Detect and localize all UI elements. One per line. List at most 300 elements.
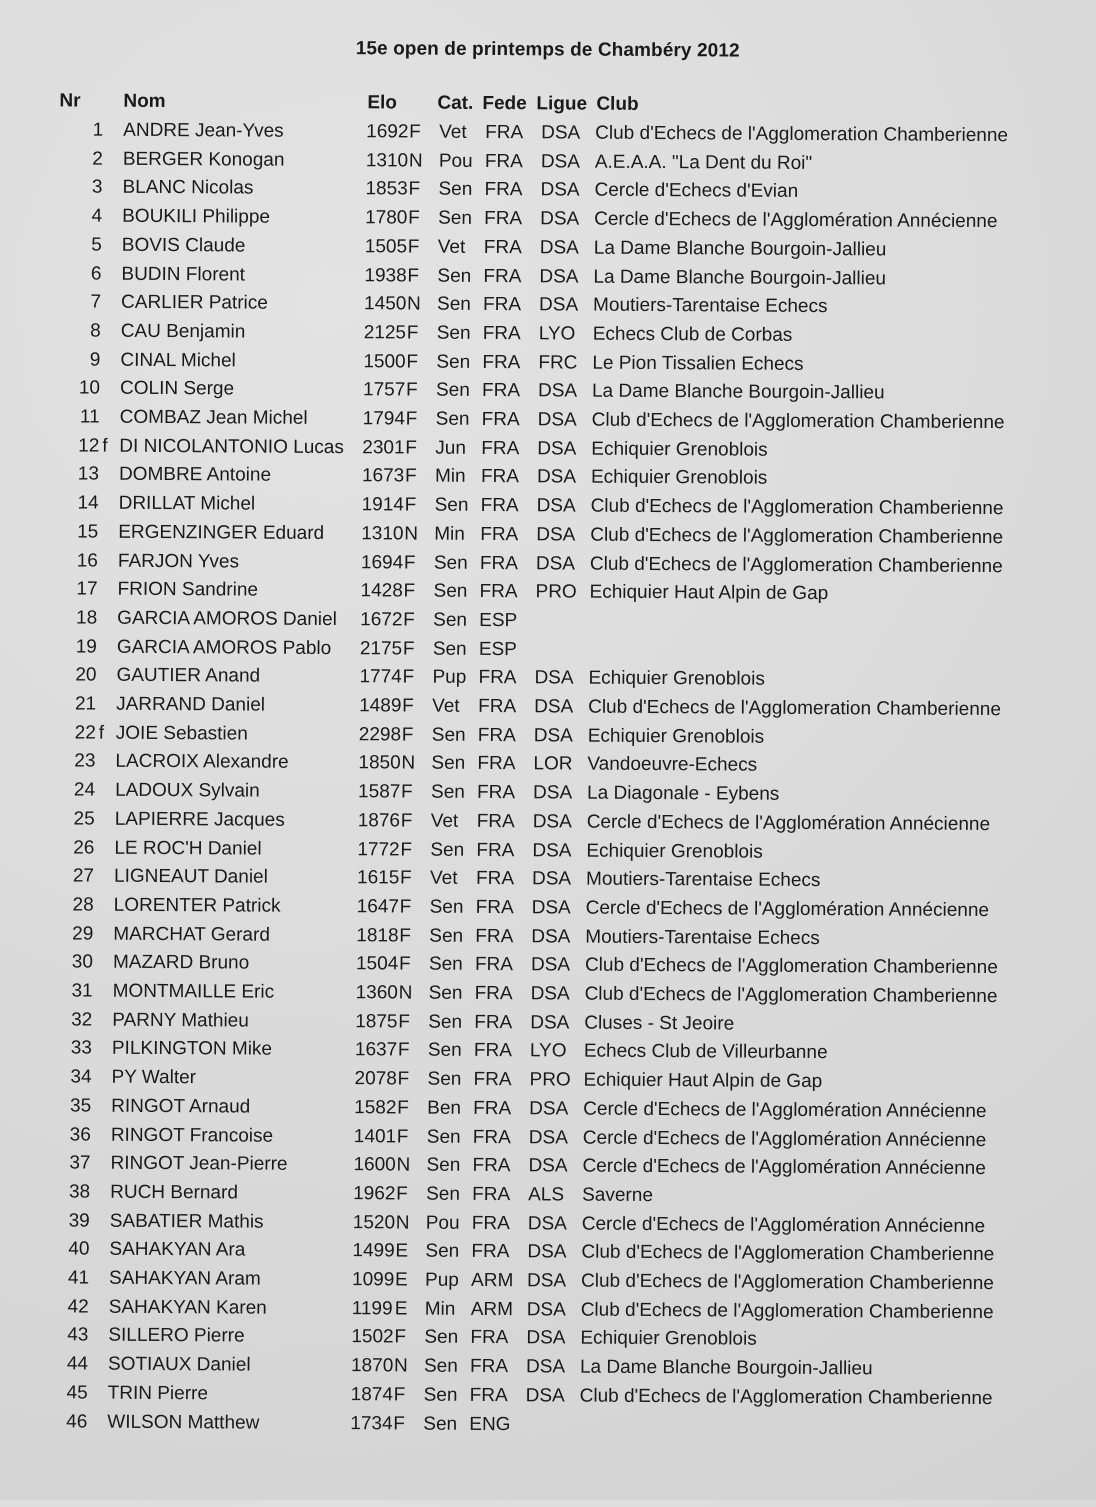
- player-name: LACROIX Alexandre: [115, 751, 289, 774]
- player-name: PY Walter: [111, 1066, 197, 1089]
- player-club: La Dame Blanche Bourgoin-Jallieu: [593, 266, 887, 289]
- table-row: [0, 404, 1092, 437]
- player-league: ALS: [528, 1184, 565, 1206]
- player-club: La Dame Blanche Bourgoin-Jallieu: [593, 237, 887, 261]
- player-nr: 4: [91, 205, 103, 227]
- player-category: Sen: [431, 753, 466, 775]
- player-name: JOIE Sebastien: [115, 722, 248, 745]
- player-name: CAU Benjamin: [120, 320, 246, 343]
- player-nr: 33: [70, 1037, 92, 1059]
- player-nr: 37: [69, 1152, 91, 1174]
- player-league: DSA: [536, 466, 577, 488]
- player-club: Echecs Club de Villeurbanne: [583, 1040, 828, 1064]
- player-nr: 11: [79, 406, 100, 428]
- player-club: Club d'Echecs de l'Agglomeration Chamberienne: [588, 696, 1002, 721]
- table-row: [0, 174, 1095, 207]
- player-name: DOMBRE Antoine: [118, 464, 272, 487]
- player-category: Sen: [427, 1068, 462, 1090]
- player-league: DSA: [527, 1212, 567, 1235]
- player-club: Club d'Echecs de l'Agglomeration Chamberienne: [581, 1270, 994, 1295]
- player-category: Vet: [429, 867, 458, 889]
- table-row: [0, 863, 1086, 896]
- player-club: Saverne: [582, 1184, 653, 1206]
- player-club: Cercle d'Echecs de l'Agglomération Annécienne: [582, 1155, 986, 1180]
- player-league: DSA: [528, 1155, 568, 1177]
- player-category: Sen: [438, 179, 473, 201]
- player-elo: 1587: [358, 781, 401, 803]
- table-row: [0, 1121, 1083, 1154]
- player-club: Club d'Echecs de l'Agglomeration Chamberienne: [581, 1241, 995, 1266]
- player-elo: 1694: [360, 551, 404, 573]
- player-elo: 2175: [359, 637, 403, 660]
- player-league: DSA: [539, 265, 579, 288]
- player-elo-type: N: [396, 1154, 411, 1176]
- table-row: [0, 1035, 1084, 1068]
- player-federation: FRA: [480, 466, 520, 488]
- player-nr: 13: [77, 463, 100, 486]
- player-nr: 3: [91, 176, 103, 199]
- player-club: Cercle d'Echecs de l'Agglomération Annécienne: [583, 1098, 987, 1122]
- player-club: Cercle d'Echecs de l'Agglomération Annécienne: [582, 1127, 987, 1151]
- player-nr: 20: [75, 664, 97, 686]
- player-nr: 32: [71, 1009, 93, 1031]
- player-elo: 1876: [357, 809, 401, 832]
- header-fede: Fede: [482, 92, 527, 115]
- player-elo-type: F: [401, 781, 413, 803]
- player-elo-type: F: [405, 379, 418, 401]
- player-federation: FRA: [477, 753, 516, 775]
- player-name: GAUTIER Anand: [116, 665, 261, 687]
- player-league: LOR: [533, 753, 573, 775]
- table-row: [0, 834, 1086, 867]
- player-federation: FRA: [474, 954, 514, 976]
- player-federation: FRA: [473, 1069, 512, 1091]
- player-elo: 1310: [365, 149, 409, 172]
- player-elo-type: F: [393, 1384, 406, 1406]
- player-elo-type: F: [403, 609, 415, 631]
- player-league: DSA: [532, 811, 572, 833]
- table-row: [0, 461, 1091, 494]
- player-club: Cercle d'Echecs de l'Agglomération Annécienne: [594, 208, 998, 233]
- player-elo: 1853: [365, 178, 408, 200]
- table-row: [0, 433, 1091, 466]
- player-category: Jun: [435, 437, 467, 459]
- player-club: Echiquier Haut Alpin de Gap: [583, 1069, 823, 1093]
- player-elo-type: F: [393, 1412, 405, 1434]
- player-category: Sen: [433, 552, 468, 574]
- player-league: DSA: [531, 868, 572, 890]
- player-league: DSA: [527, 1241, 567, 1263]
- player-elo: 1874: [350, 1383, 394, 1406]
- player-category: Ben: [427, 1097, 462, 1119]
- player-federation: ENG: [469, 1413, 511, 1435]
- player-name: SILLERO Pierre: [108, 1325, 245, 1347]
- player-federation: FRA: [477, 782, 516, 804]
- player-league: FRC: [538, 351, 578, 374]
- player-elo: 1505: [364, 236, 408, 258]
- player-elo-type: N: [408, 150, 423, 172]
- player-federation: FRA: [484, 208, 523, 230]
- header-elo: Elo: [367, 92, 398, 114]
- player-league: DSA: [540, 179, 580, 201]
- table-row: [0, 547, 1090, 580]
- player-nr: 45: [66, 1382, 88, 1404]
- table-row: [0, 519, 1090, 552]
- player-category: Sen: [436, 351, 471, 373]
- player-elo-type: F: [407, 236, 420, 258]
- header-club: Club: [596, 93, 639, 115]
- player-club: Echiquier Grenoblois: [591, 438, 768, 461]
- player-club: Echiquier Grenoblois: [586, 840, 763, 863]
- player-federation: FRA: [470, 1327, 509, 1349]
- player-nr: 34: [70, 1066, 92, 1088]
- player-club: Club d'Echecs de l'Agglomeration Chamberienne: [584, 983, 998, 1008]
- player-nr: 42: [67, 1296, 89, 1318]
- player-federation: FRA: [473, 1040, 512, 1062]
- player-category: Pou: [425, 1212, 460, 1234]
- player-league: DSA: [527, 1270, 567, 1292]
- player-category: Sen: [427, 1040, 462, 1062]
- player-federation: ARM: [470, 1298, 514, 1320]
- player-federation: FRA: [469, 1384, 508, 1406]
- header-nom: Nom: [123, 90, 166, 113]
- player-nr: 46: [66, 1410, 88, 1433]
- player-elo: 2125: [363, 322, 407, 344]
- player-league: DSA: [537, 380, 578, 402]
- table-row: [0, 662, 1089, 695]
- player-elo-type: E: [395, 1269, 408, 1291]
- player-elo: 1772: [357, 838, 400, 860]
- player-name: TRIN Pierre: [107, 1382, 209, 1405]
- player-elo: 1914: [361, 494, 404, 516]
- player-elo: 1489: [359, 695, 402, 717]
- player-federation: FRA: [476, 839, 515, 861]
- player-club: La Dame Blanche Bourgoin-Jallieu: [591, 380, 885, 404]
- player-category: Vet: [432, 695, 460, 717]
- player-federation: FRA: [479, 581, 518, 603]
- player-federation: FRA: [478, 695, 517, 718]
- player-nr: 1: [92, 119, 104, 141]
- player-league: DSA: [530, 983, 570, 1005]
- player-league: DSA: [525, 1356, 566, 1378]
- player-category: Sen: [426, 1126, 461, 1148]
- table-row: [0, 1236, 1082, 1269]
- player-category: Sen: [426, 1183, 461, 1205]
- player-elo-type: F: [401, 724, 414, 746]
- player-elo: 1615: [356, 867, 400, 889]
- player-nr: 36: [69, 1123, 91, 1146]
- player-nr: 19: [75, 636, 97, 658]
- table-row: [0, 720, 1088, 753]
- player-elo: 1500: [363, 350, 406, 373]
- player-name: MARCHAT Gerard: [113, 923, 270, 946]
- table-row: [0, 1007, 1084, 1040]
- player-nr: 29: [72, 923, 94, 945]
- player-league: DSA: [536, 495, 576, 517]
- player-elo-type: N: [407, 293, 421, 315]
- table-row: [0, 1351, 1080, 1384]
- player-elo-type: F: [399, 867, 412, 889]
- player-elo-type: N: [395, 1212, 410, 1234]
- player-elo-type: N: [398, 982, 413, 1004]
- player-league: DSA: [528, 1126, 568, 1148]
- player-nr: 6: [90, 263, 102, 285]
- player-elo: 2078: [354, 1068, 397, 1090]
- player-category: Min: [434, 466, 466, 488]
- player-category: Sen: [437, 293, 471, 316]
- player-nr: 31: [71, 980, 93, 1002]
- player-name: BOVIS Claude: [121, 234, 246, 257]
- player-club: Club d'Echecs de l'Agglomeration Chamberienne: [584, 954, 998, 979]
- table-row: [0, 634, 1089, 667]
- player-name: DRILLAT Michel: [118, 492, 256, 515]
- player-name: BOUKILI Philippe: [122, 205, 271, 228]
- table-row: [0, 892, 1086, 925]
- player-elo-type: F: [403, 580, 416, 602]
- table-row: [0, 1179, 1082, 1212]
- player-flag: f: [98, 722, 105, 744]
- table-row: [0, 806, 1087, 839]
- player-category: Sen: [431, 781, 465, 803]
- player-name: SOTIAUX Daniel: [107, 1353, 251, 1376]
- player-name: LAPIERRE Jacques: [114, 808, 285, 831]
- player-category: Sen: [438, 207, 473, 229]
- player-elo-type: F: [400, 838, 413, 861]
- player-nr: 43: [67, 1324, 89, 1346]
- player-league: DSA: [526, 1327, 566, 1349]
- player-name: ERGENZINGER Eduard: [118, 521, 325, 544]
- player-category: Sen: [428, 982, 463, 1004]
- player-club: Cluses - St Jeoire: [584, 1012, 735, 1035]
- header-ligue: Ligue: [536, 93, 588, 115]
- player-league: DSA: [531, 897, 571, 919]
- player-federation: FRA: [469, 1355, 509, 1378]
- player-club: La Diagonale - Eybens: [587, 782, 780, 805]
- table-row: [0, 203, 1094, 236]
- player-league: DSA: [540, 150, 580, 173]
- player-league: DSA: [539, 294, 579, 316]
- player-league: LYO: [529, 1040, 567, 1062]
- player-name: GARCIA AMOROS Pablo: [116, 636, 332, 659]
- player-nr: 23: [74, 750, 96, 772]
- player-elo: 1199: [351, 1297, 393, 1320]
- table-row: [0, 1380, 1080, 1413]
- player-elo: 1672: [360, 609, 403, 631]
- player-elo: 1504: [355, 953, 399, 975]
- player-elo-type: E: [394, 1298, 408, 1320]
- player-elo-type: F: [408, 207, 420, 229]
- player-federation: FRA: [478, 667, 517, 689]
- player-category: Vet: [437, 236, 466, 258]
- player-category: Sen: [435, 379, 470, 402]
- player-nr: 27: [72, 865, 95, 887]
- player-elo: 1875: [355, 1010, 398, 1033]
- player-name: DI NICOLANTONIO Lucas: [119, 435, 344, 458]
- player-name: CARLIER Patrice: [121, 291, 268, 314]
- player-category: Sen: [433, 580, 468, 603]
- player-league: DSA: [536, 524, 576, 546]
- player-elo-type: F: [404, 494, 417, 516]
- player-nr: 9: [89, 349, 101, 371]
- player-federation: FRA: [484, 150, 523, 172]
- player-elo: 1600: [353, 1154, 396, 1176]
- player-name: WILSON Matthew: [107, 1411, 260, 1434]
- player-name: JARRAND Daniel: [116, 693, 266, 716]
- player-elo: 1499: [352, 1240, 395, 1262]
- player-federation: FRA: [483, 294, 522, 316]
- player-elo: 1774: [359, 666, 402, 688]
- table-row: [0, 1322, 1080, 1355]
- player-name: RINGOT Arnaud: [111, 1095, 251, 1118]
- player-elo: 1870: [350, 1355, 394, 1377]
- player-club: Club d'Echecs de l'Agglomeration Chamberienne: [590, 524, 1004, 548]
- player-club: Club d'Echecs de l'Agglomeration Chamberienne: [591, 409, 1005, 434]
- player-club: Cercle d'Echecs de l'Agglomération Annécienne: [581, 1213, 986, 1237]
- player-elo: 1310: [361, 523, 404, 545]
- player-federation: FRA: [482, 322, 521, 345]
- player-name: LADOUX Sylvain: [115, 779, 260, 802]
- player-elo-type: F: [405, 408, 418, 430]
- player-elo-type: F: [400, 810, 413, 832]
- player-category: Sen: [424, 1327, 459, 1349]
- player-elo: 1794: [362, 408, 406, 430]
- player-league: DSA: [540, 208, 580, 230]
- table-row: [0, 576, 1090, 609]
- player-league: DSA: [531, 925, 571, 948]
- player-flag: f: [102, 435, 108, 457]
- player-federation: FRA: [481, 437, 520, 459]
- player-name: ANDRE Jean-Yves: [123, 119, 284, 142]
- player-name: LE ROC'H Daniel: [114, 837, 262, 860]
- player-nr: 44: [66, 1353, 89, 1375]
- player-elo-type: F: [402, 695, 414, 717]
- player-name: FRION Sandrine: [117, 578, 259, 601]
- player-elo-type: F: [396, 1183, 408, 1205]
- player-category: Pou: [438, 150, 473, 172]
- player-category: Sen: [423, 1384, 458, 1406]
- player-nr: 15: [77, 521, 99, 543]
- player-nr: 21: [74, 693, 97, 715]
- player-elo-type: F: [397, 1097, 409, 1119]
- player-federation: ESP: [478, 638, 517, 660]
- player-elo: 1450: [364, 293, 407, 315]
- header-cat: Cat.: [437, 92, 474, 114]
- player-elo-type: F: [406, 351, 419, 373]
- player-elo-type: F: [403, 551, 416, 574]
- player-elo: 2298: [358, 723, 402, 746]
- player-league: PRO: [529, 1069, 571, 1091]
- player-elo-type: F: [394, 1326, 407, 1348]
- player-club: Club d'Echecs de l'Agglomeration Chamberienne: [579, 1385, 993, 1409]
- player-name: BERGER Konogan: [122, 148, 285, 171]
- player-name: SAHAKYAN Ara: [109, 1238, 246, 1261]
- player-nr: 2: [92, 148, 103, 170]
- player-category: Sen: [423, 1355, 458, 1377]
- player-category: Sen: [429, 925, 464, 947]
- table-row: [0, 777, 1087, 810]
- player-nr: 41: [67, 1267, 90, 1289]
- player-club: Club d'Echecs de l'Agglomeration Chamberienne: [580, 1299, 994, 1323]
- player-elo: 1757: [362, 379, 406, 401]
- player-name: SABATIER Mathis: [109, 1210, 264, 1233]
- player-club: Club d'Echecs de l'Agglomeration Chamberienne: [595, 122, 1009, 147]
- player-league: DSA: [539, 237, 579, 259]
- player-nr: 40: [68, 1238, 90, 1260]
- player-name: SAHAKYAN Karen: [108, 1296, 267, 1319]
- player-federation: FRA: [475, 868, 515, 890]
- table-row: [0, 117, 1095, 150]
- player-elo: 1428: [360, 580, 403, 602]
- player-federation: FRA: [477, 724, 516, 746]
- player-league: PRO: [535, 581, 577, 603]
- table-row: [0, 1208, 1082, 1241]
- player-elo-type: F: [408, 178, 421, 200]
- player-federation: FRA: [474, 982, 513, 1005]
- player-federation: FRA: [483, 265, 522, 287]
- player-name: BUDIN Florent: [121, 263, 246, 286]
- player-nr: 17: [76, 578, 98, 600]
- player-category: Vet: [439, 121, 467, 143]
- player-club: Cercle d'Echecs d'Evian: [594, 180, 799, 203]
- table-row: [0, 1093, 1083, 1126]
- player-nr: 14: [77, 492, 99, 514]
- player-club: Echiquier Haut Alpin de Gap: [589, 581, 829, 605]
- player-elo: 1099: [352, 1269, 395, 1291]
- player-elo: 1502: [351, 1326, 394, 1348]
- player-category: Sen: [430, 839, 465, 861]
- player-name: LIGNEAUT Daniel: [113, 865, 268, 888]
- player-name: BLANC Nicolas: [122, 177, 254, 199]
- player-category: Sen: [426, 1154, 461, 1177]
- player-club: Club d'Echecs de l'Agglomeration Chamberienne: [590, 495, 1004, 520]
- player-federation: FRA: [483, 236, 522, 258]
- player-league: DSA: [526, 1298, 566, 1321]
- player-category: Min: [424, 1298, 456, 1320]
- player-league: DSA: [533, 724, 573, 747]
- player-nr: 35: [70, 1095, 92, 1117]
- player-elo-type: E: [395, 1240, 409, 1262]
- player-federation: FRA: [475, 896, 514, 919]
- player-category: Sen: [423, 1413, 458, 1435]
- table-row: [0, 260, 1094, 293]
- player-elo: 1360: [355, 982, 398, 1004]
- player-elo-type: F: [398, 953, 411, 975]
- player-elo: 1692: [366, 121, 409, 143]
- player-league: DSA: [537, 409, 577, 431]
- player-category: Pup: [425, 1269, 459, 1291]
- player-elo-type: F: [397, 1039, 410, 1061]
- player-category: Pup: [432, 666, 467, 689]
- player-elo: 1850: [358, 752, 401, 774]
- player-nr: 26: [73, 836, 95, 859]
- player-name: CINAL Michel: [120, 349, 236, 372]
- player-nr: 25: [73, 808, 95, 830]
- player-elo: 1734: [350, 1412, 393, 1434]
- table-row: [0, 1150, 1083, 1183]
- player-name: GARCIA AMOROS Daniel: [117, 607, 337, 630]
- player-federation: FRA: [472, 1126, 511, 1148]
- table-row: [0, 949, 1085, 982]
- player-federation: FRA: [479, 552, 518, 574]
- player-elo-type: N: [393, 1355, 408, 1377]
- player-club: Echiquier Grenoblois: [590, 467, 768, 490]
- player-category: Sen: [437, 265, 472, 287]
- player-federation: FRA: [474, 1011, 513, 1033]
- player-league: DSA: [534, 667, 574, 689]
- player-nr: 7: [90, 291, 102, 313]
- table-row: [0, 691, 1088, 724]
- player-league: DSA: [525, 1385, 565, 1407]
